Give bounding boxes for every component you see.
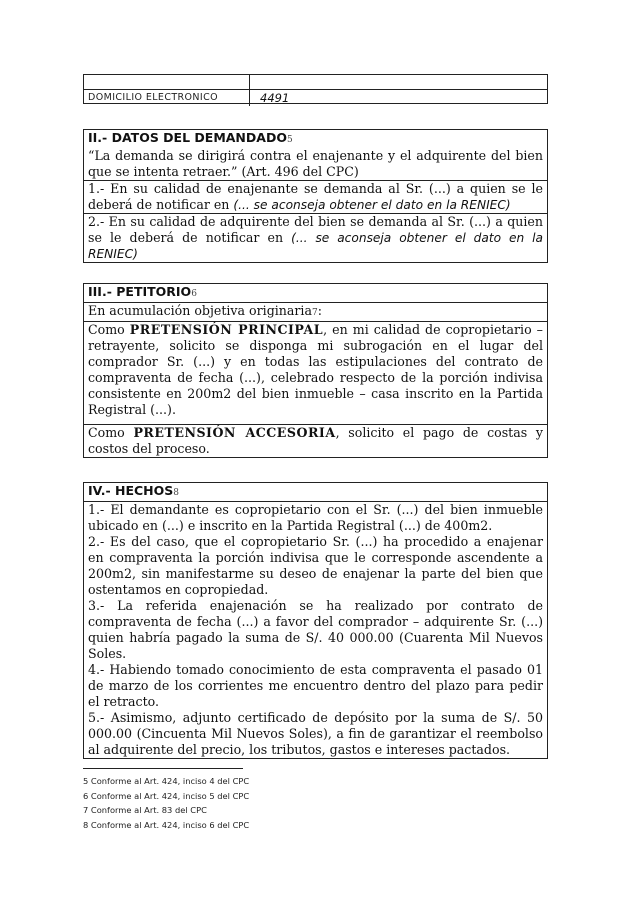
hechos-heading: IV.- HECHOS bbox=[88, 483, 174, 498]
hechos-item: 5.- Asimismo, adjunto certificado de depósito por la suma de S/. 50 000.00 (Cincuenta Mil Nuevos Soles), a fin de garantizar el reembolso al adquirente del precio, los tributos, gastos e intereses pactados. bbox=[88, 710, 543, 757]
pretension-principal-label: PRETENSIÓN PRINCIPAL bbox=[129, 322, 324, 337]
footnote-ref-8: 8 bbox=[173, 488, 180, 498]
petitorio-acumulacion-row: En acumulación objetiva originaria7: bbox=[84, 302, 547, 321]
domicilio-row bbox=[84, 89, 547, 106]
demandado-item-1: 1.- En su calidad de enajenante se demanda al Sr. (...) a quien se le deberá de notificar en (... se aconseja obtener el dato en la RENIEC) bbox=[84, 180, 547, 213]
hechos-header-row bbox=[84, 483, 547, 501]
domicilio-empty-row bbox=[84, 75, 547, 89]
demandado-item-1-note: (... se aconseja obtener el dato en la RENIEC) bbox=[233, 198, 511, 212]
hechos-item: 3.- La referida enajenación se ha realizado por contrato de compraventa de fecha (...) a favor del comprador – adquirente Sr. (...) quien habría pagado la suma de S/. 40 000.00 (Cuarenta Mil Nuevos Soles. bbox=[88, 598, 543, 661]
petitorio-accesoria-row: Como PRETENSIÓN ACCESORIA, solicito el pago de costas y costos del proceso. bbox=[84, 424, 547, 457]
footnotes bbox=[83, 774, 249, 832]
demandado-intro: “La demanda se dirigirá contra el enajenante y el adquirente del bien que se intenta retraer.” (Art. 496 del CPC) bbox=[88, 148, 543, 179]
demandado-item-2: 2.- En su calidad de adquirente del bien se demanda al Sr. (...) a quien se le deberá de notificar en (... se aconseja obtener el dato en la RENIEC) bbox=[84, 213, 547, 262]
section-hechos bbox=[83, 482, 548, 759]
footnote-ref-5: 5 bbox=[286, 135, 293, 145]
hechos-body bbox=[84, 501, 547, 758]
footnote: 5 Conforme al Art. 424, inciso 4 del CPC bbox=[83, 776, 250, 786]
petitorio-heading: III.- PETITORIO bbox=[88, 284, 192, 299]
demandado-item-2-note: (... se aconseja obtener el dato en la RENIEC) bbox=[88, 231, 544, 261]
domicilio-table bbox=[83, 74, 548, 104]
footnote-ref-6: 6 bbox=[191, 289, 197, 299]
footnote-ref-7: 7 bbox=[311, 308, 318, 318]
footnote: 7 Conforme al Art. 83 del CPC bbox=[83, 805, 207, 816]
hechos-item: 2.- Es del caso, que el copropietario Sr. (...) ha procedido a enajenar en compraventa la porción indivisa que le corresponde ascendente a 200m2, sin manifestarme su deseo de enajenar la parte del bien que ostentamos en copropiedad. bbox=[88, 534, 543, 597]
footnote-divider bbox=[83, 768, 243, 769]
domicilio-label: DOMICILIO ELECTRONICO bbox=[84, 90, 250, 106]
petitorio-header-row bbox=[84, 284, 547, 302]
section-petitorio bbox=[83, 283, 548, 458]
pretension-accesoria-label: PRETENSIÓN ACCESORIA bbox=[133, 425, 336, 440]
section-demandado bbox=[83, 129, 548, 263]
hechos-item: 4.- Habiendo tomado conocimiento de esta compraventa el pasado 01 de marzo de los corrientes me encuentro dentro del plazo para pedir el retracto. bbox=[88, 662, 543, 709]
petitorio-principal-row: Como PRETENSIÓN PRINCIPAL, en mi calidad de copropietario – retrayente, solicito se disponga mi subrogación en el lugar del comprador Sr. (...) y en todas las estipulaciones del contrato de compraventa de fecha (...), celebrado respecto de la porción indivisa consistente en 200m2 del bien inmueble – casa inscrito en la Partida Registral (...). bbox=[84, 321, 547, 424]
domicilio-value: 4491 bbox=[260, 91, 290, 105]
hechos-item: 1.- El demandante es copropietario con el Sr. (...) del bien inmueble ubicado en (...) e inscrito en la Partida Registral (...) de 400m2. bbox=[88, 502, 543, 533]
footnote: 8 Conforme al Art. 424, inciso 6 del CPC bbox=[83, 819, 250, 830]
demandado-header-row bbox=[84, 130, 547, 180]
footnote: 6 Conforme al Art. 424, inciso 5 del CPC bbox=[83, 790, 250, 801]
demandado-heading: II.- DATOS DEL DEMANDADO bbox=[88, 130, 287, 145]
